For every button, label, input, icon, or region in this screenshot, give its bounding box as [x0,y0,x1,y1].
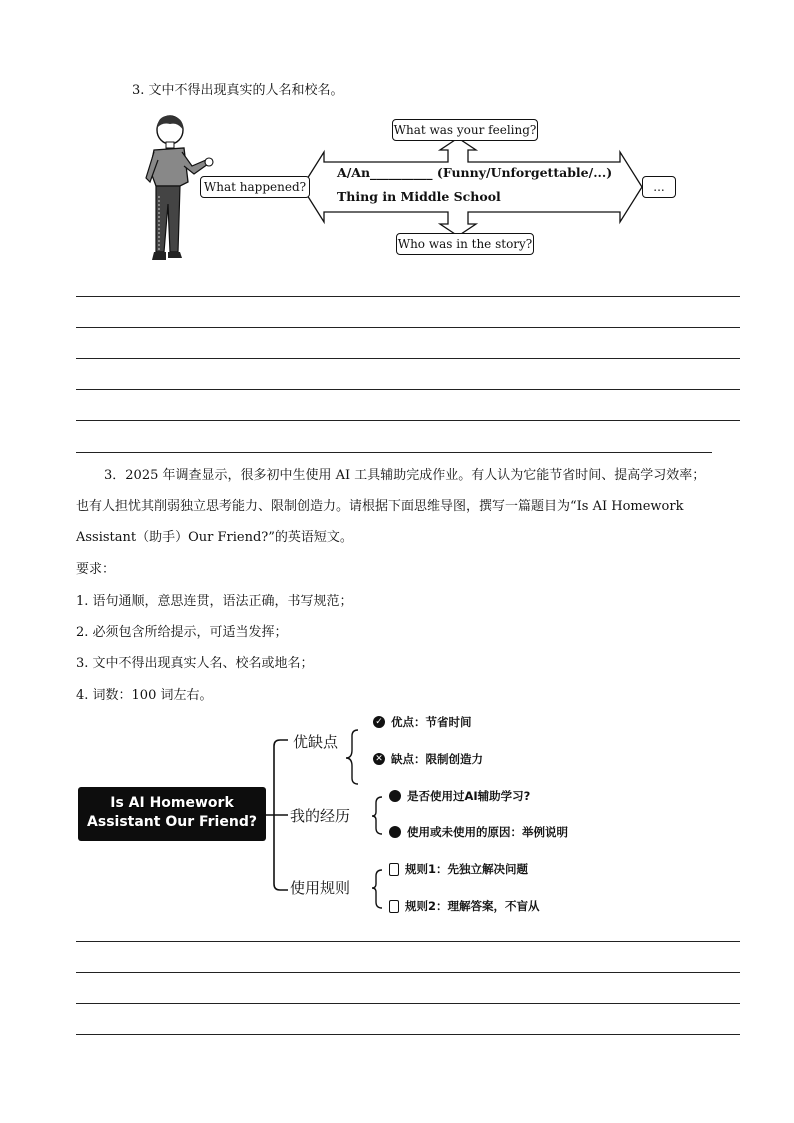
prompt-line-3: Assistant（助手）Our Friend?”的英语短文。 [76,530,353,545]
mindmap-root [78,787,266,841]
box-who: Who was in the story? [396,233,534,255]
center-line-1: A/An__________ (Funny/Unforgettable/...) [337,165,613,180]
writing-line [76,389,740,390]
leaf-rule-1-label: 规则1：先独立解决问题 [405,862,529,876]
box-happened: What happened? [200,176,310,198]
box-feeling: What was your feeling? [392,119,538,141]
prompt-line-2: 也有人担忧其削弱独立思考能力、限制创造力。请根据下面思维导图，撰写一篇题目为“Is AI Homework [76,499,684,514]
check-icon: ✓ [373,716,385,728]
bullet-icon [389,826,401,838]
branch-experience: 我的经历 [290,807,351,825]
writing-line [76,1003,740,1004]
writing-line [76,358,740,359]
cross-icon: ✕ [373,753,385,765]
requirement-2: 2. 必须包含所给提示，可适当发挥； [76,625,288,640]
writing-line [76,327,740,328]
instruction-text: 3. 文中不得出现真实的人名和校名。 [132,83,344,98]
writing-line [76,420,740,421]
writing-line [76,296,740,297]
leaf-reason [389,824,568,840]
writing-line [76,1034,740,1035]
root-line-2: Assistant Our Friend? [87,814,257,830]
leaf-pro [373,714,472,730]
clipboard-icon [389,863,399,876]
leaf-con-label: 缺点：限制创造力 [391,752,483,766]
requirement-1: 1. 语句通顺，意思连贯，语法正确，书写规范； [76,594,353,609]
leaf-used-ai [389,788,530,804]
writing-line [76,941,740,942]
requirement-3: 3. 文中不得出现真实人名、校名或地名； [76,656,314,671]
bullet-icon [389,790,401,802]
leaf-rule-2 [389,898,540,914]
requirement-4: 4. 词数：100 词左右。 [76,688,213,703]
leaf-rule-1 [389,861,528,877]
leaf-used-ai-label: 是否使用过AI辅助学习? [407,789,531,803]
clipboard-icon [389,900,399,913]
branch-rules: 使用规则 [290,879,351,897]
requirements-title: 要求： [76,562,116,577]
box-ellipsis: ... [642,176,676,198]
branch-pros-cons: 优缺点 [293,733,339,751]
writing-line [76,452,712,453]
leaf-con [373,751,483,767]
prompt-line-1: 3．2025 年调查显示，很多初中生使用 AI 工具辅助完成作业。有人认为它能节省时间、提高学习效率； [104,468,706,483]
center-line-2: Thing in Middle School [337,189,501,204]
leaf-pro-label: 优点：节省时间 [391,715,472,729]
leaf-rule-2-label: 规则2：理解答案，不盲从 [405,899,540,913]
leaf-reason-label: 使用或未使用的原因：举例说明 [407,825,568,839]
writing-line [76,972,740,973]
root-line-1: Is AI Homework [110,795,234,811]
